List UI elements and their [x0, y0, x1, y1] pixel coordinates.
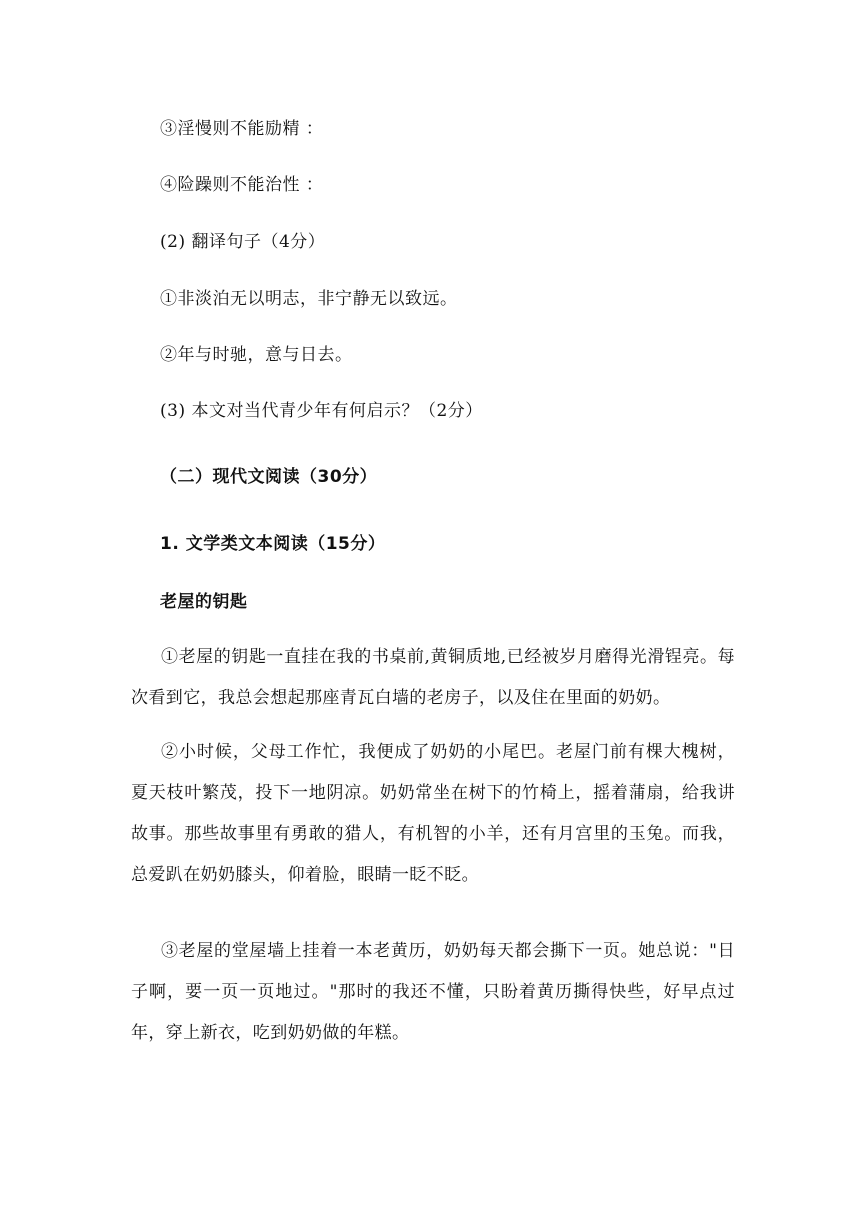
section-heading: （二）现代文阅读（30分）	[160, 467, 378, 487]
article-paragraph-3: ③老屋的堂屋墙上挂着一本老黄历，奶奶每天都会撕下一页。她总说："日子啊，要一页一页地过。"那时的我还不懂，只盼着黄历撕得快些，好早点过年，穿上新衣，吃到奶奶做的年糕。	[131, 941, 735, 1043]
sub-section-heading: 1. 文学类文本阅读（15分）	[160, 534, 386, 554]
question-part-2-heading: (2) 翻译句子（4分）	[160, 232, 326, 252]
article-paragraph-1: ①老屋的钥匙一直挂在我的书桌前,黄铜质地,已经被岁月磨得光滑锃亮。每次看到它，我总会想起那座青瓦白墙的老房子，以及住在里面的奶奶。	[131, 647, 735, 708]
article-title: 老屋的钥匙	[160, 592, 248, 612]
question-item-4: ④险躁则不能治性 ：	[160, 175, 324, 195]
article-paragraph-2: ②小时候，父母工作忙，我便成了奶奶的小尾巴。老屋门前有棵大槐树，夏天枝叶繁茂，投下一地阴凉。奶奶常坐在树下的竹椅上，摇着蒲扇，给我讲故事。那些故事里有勇敢的猎人，有机智的小羊，还有月宫里的玉兔。而我，总爱趴在奶奶膝头，仰着脸，眼睛一眨不眨。	[131, 742, 735, 885]
translation-sentence-1: ①非淡泊无以明志，非宁静无以致远。	[160, 289, 458, 309]
question-part-3-heading: (3) 本文对当代青少年有何启示？（2分）	[160, 401, 483, 421]
translation-sentence-2: ②年与时驰，意与日去。	[160, 345, 353, 365]
question-item-3: ③淫慢则不能励精 ：	[160, 119, 324, 139]
